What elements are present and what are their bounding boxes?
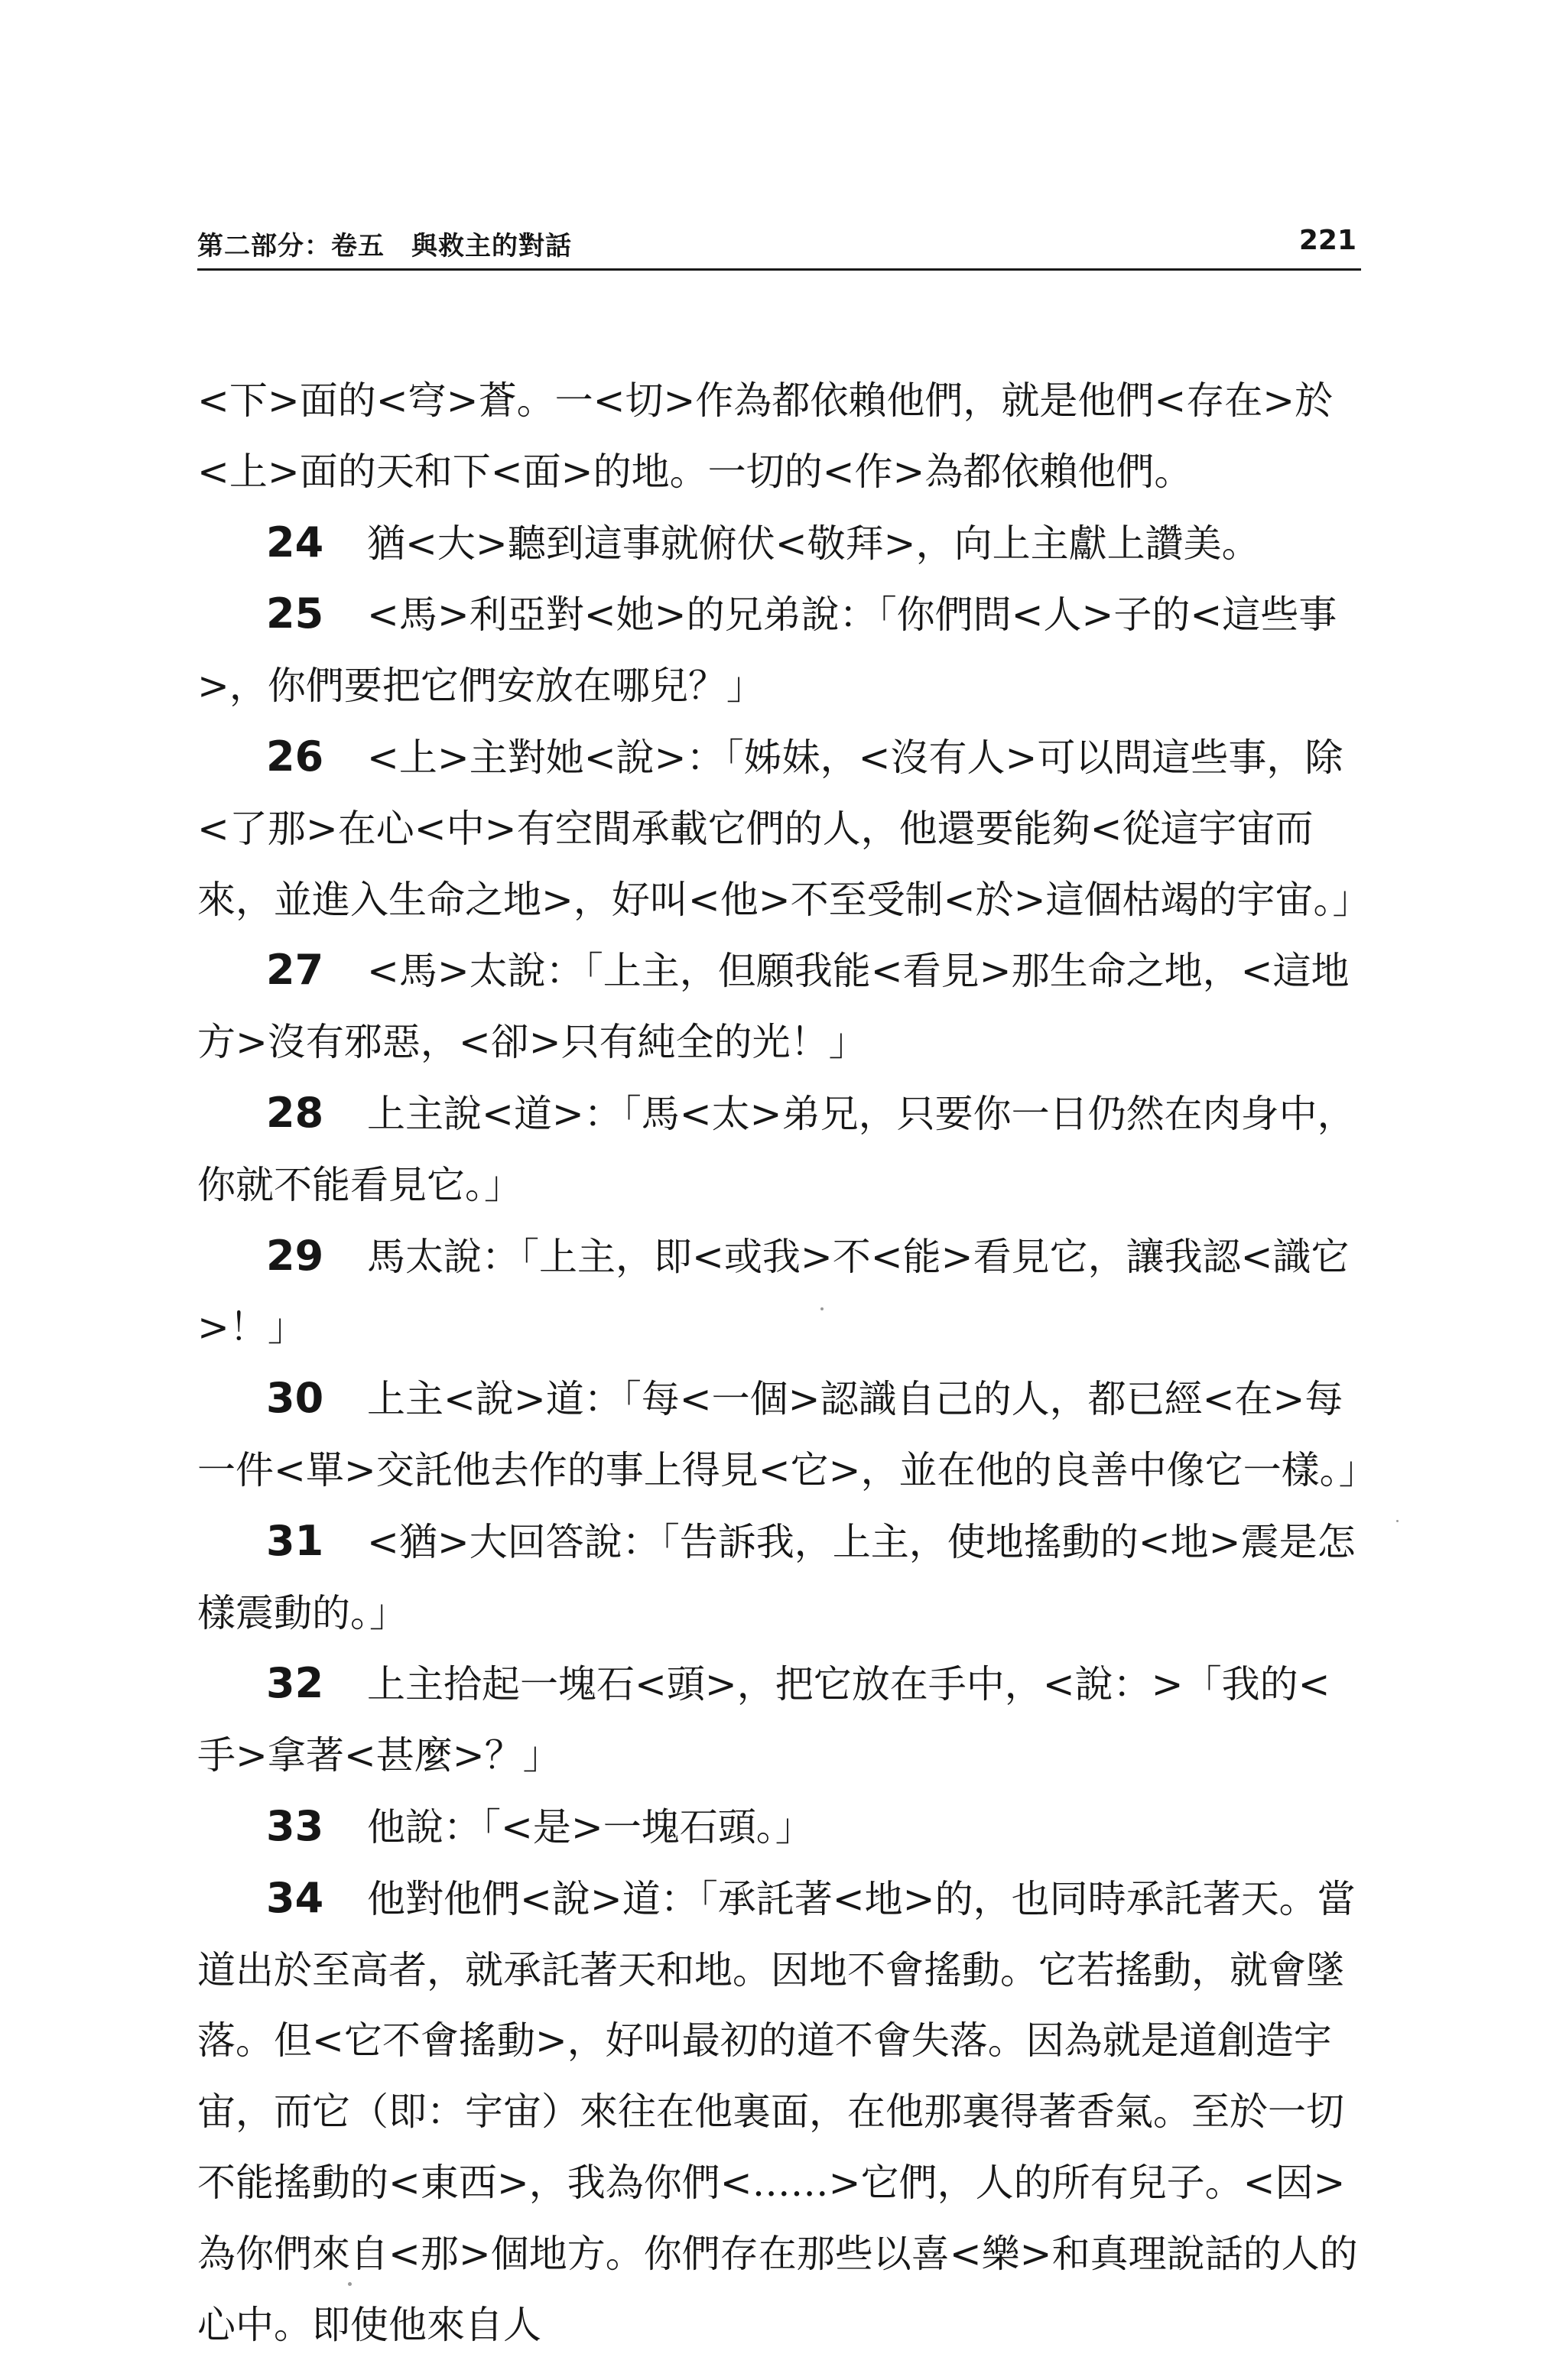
verse-30 bbox=[197, 1363, 1377, 1506]
verse-text: <上>主對她<說>：「姊妹，<沒有人>可以問這些事，除<了那>在心<中>有空間承載它們的人，他還要能夠<從這宇宙而來，並進入生命之地>，好叫<他>不至受制<於>這個枯竭的宇宙。」 bbox=[197, 735, 1371, 922]
verse-25 bbox=[197, 579, 1361, 722]
page-number: 221 bbox=[1298, 225, 1356, 256]
verse-text: 上主說<道>：「馬<太>弟兄，只要你一日仍然在肉身中，你就不能看見它。」 bbox=[197, 1091, 1356, 1207]
verse-28 bbox=[197, 1078, 1361, 1221]
verse-number: 34 bbox=[266, 1873, 324, 1922]
section-title: 第二部分：卷五 與救主的對話 bbox=[197, 231, 572, 261]
verse-32 bbox=[197, 1648, 1361, 1791]
verse-text: <馬>利亞對<她>的兄弟說：「你們問<人>子的<這些事>，你們要把它們安放在哪兒？」 bbox=[197, 593, 1337, 709]
verse-26 bbox=[197, 722, 1371, 935]
verse-number: 31 bbox=[266, 1516, 324, 1565]
scan-speck bbox=[348, 2282, 352, 2286]
verse-text: <馬>太說：「上主，但願我能<看見>那生命之地，<這地方>沒有邪惡，<卻>只有純全的光！」 bbox=[197, 949, 1350, 1065]
body-text bbox=[197, 365, 1377, 2360]
running-header bbox=[197, 222, 1361, 271]
verse-number: 26 bbox=[266, 732, 324, 781]
verse-34 bbox=[197, 1863, 1361, 2361]
verse-text: 上主拾起一塊石<頭>，把它放在手中，<說：>「我的<手>拿著<甚麼>？」 bbox=[197, 1662, 1330, 1778]
scan-speck bbox=[820, 1307, 824, 1310]
verse-24 bbox=[197, 508, 1361, 580]
scan-speck bbox=[1396, 1520, 1399, 1522]
verse-27 bbox=[197, 935, 1361, 1078]
verse-number: 33 bbox=[266, 1801, 324, 1850]
verse-number: 32 bbox=[266, 1659, 324, 1708]
verse-text: 馬太說：「上主，即<或我>不<能>看見它，讓我認<識它>！」 bbox=[197, 1234, 1350, 1350]
verse-text: 猶<大>聽到這事就俯伏<敬拜>，向上主獻上讚美。 bbox=[367, 521, 1260, 566]
verse-31 bbox=[197, 1506, 1361, 1649]
verse-number: 30 bbox=[266, 1374, 324, 1423]
verse-number: 27 bbox=[266, 946, 324, 995]
verse-29 bbox=[197, 1221, 1361, 1364]
verse-number: 29 bbox=[266, 1231, 324, 1280]
verse-33 bbox=[197, 1791, 1361, 1863]
paragraph-continuation bbox=[197, 365, 1361, 508]
verse-text: 上主<說>道：「每<一個>認識自己的人，都已經<在>每一件<單>交託他去作的事上得見<它>，並在他的良善中像它一樣。」 bbox=[197, 1377, 1377, 1492]
verse-text: 他對他們<說>道：「承託著<地>的，也同時承託著天。當道出於至高者，就承託著天和地。因地不會搖動。它若搖動，就會墜落。但<它不會搖動>，好叫最初的道不會失落。因為就是道創造宇宙，而它（即：宇宙）來往在他裏面，在他那裏得著香氣。至於一切不能搖動的<東西>，我為你們<……>它們，人的所有兒子。<因>為你們來自<那>個地方。你們存在那些以喜<樂>和真理說話的人的心中。即使他來自人 bbox=[197, 1876, 1358, 2347]
verse-text: <猶>大回答說：「告訴我，上主，使地搖動的<地>震是怎樣震動的。」 bbox=[197, 1519, 1356, 1635]
verse-number: 25 bbox=[266, 589, 324, 638]
verse-text: 他說：「<是>一塊石頭。」 bbox=[367, 1804, 814, 1849]
verse-number: 24 bbox=[266, 518, 324, 567]
verse-number: 28 bbox=[266, 1088, 324, 1137]
verse-text: <下>面的<穹>蒼。一<切>作為都依賴他們，就是他們<存在>於<上>面的天和下<面>的地。一切的<作>為都依賴他們。 bbox=[197, 378, 1334, 494]
